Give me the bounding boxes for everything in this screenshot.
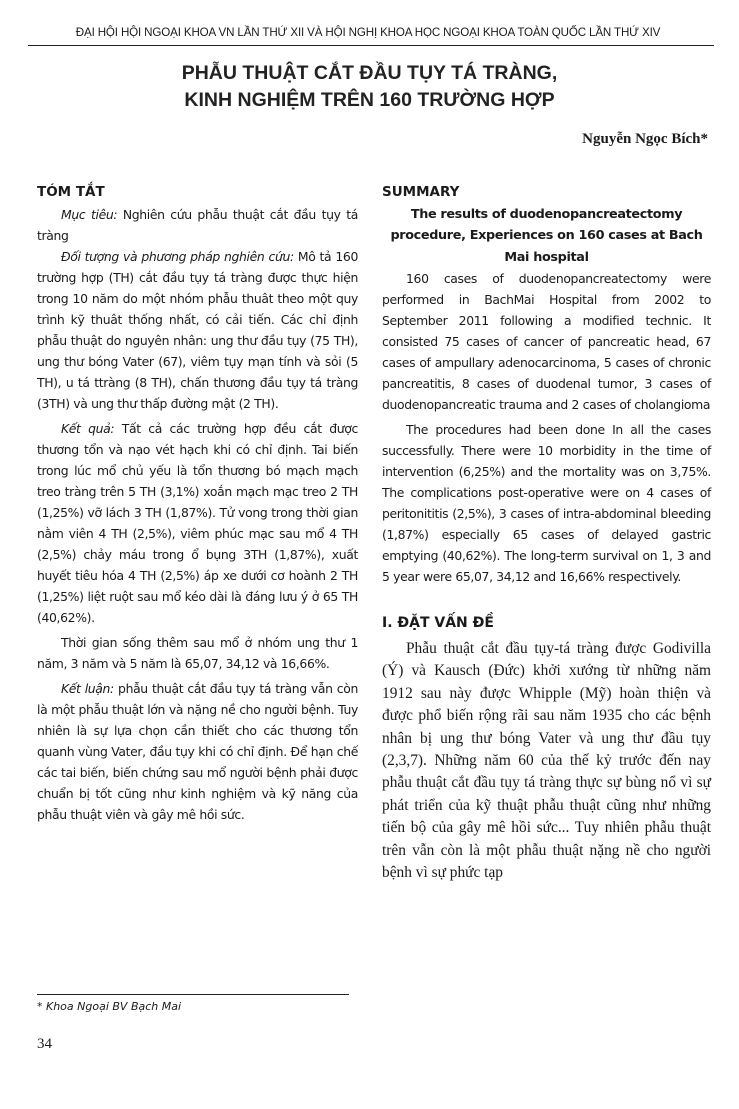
methods-paragraph <box>37 246 358 414</box>
title-line-2: KINH NGHIỆM TRÊN 160 TRƯỜNG HỢP <box>184 89 555 111</box>
methods-label: Đối tượng và phương pháp nghiên cứu: <box>61 249 294 264</box>
objective-label: Mục tiêu: <box>61 207 118 222</box>
results-text: Tất cả các trường hợp đều cắt được thương tổn và nạo vét hạch khi có chỉ định. Tai biến trong lúc mổ chủ yếu là tổn thương bó mạch mạch treo tràng trên 5 TH (3,1%) xoắn mạch mạc treo 2 TH (1,25%) vỡ lách 3 TH (1,87%). Tử vong trong thời gian nằm viên 4 TH (2,5%), viêm phúc mạc sau mổ 4 TH (2,5%) chảy máu trong ổ bụng 3TH (1,87%), xuất huyết tiêu hóa 4 TH (2,5%) áp xe dưới cơ hoành 2 TH (1,25%) liệt ruột sau mổ kéo dài là đáng lưu ý ở 65 TH (40,62%). <box>37 421 358 625</box>
footnote: * Khoa Ngoại BV Bạch Mai <box>37 1000 182 1013</box>
objective-text: Nghiên cứu phẫu thuật cắt đầu tụy tá tràng <box>37 207 358 243</box>
summary-subtitle: The results of duodenopancreatectomy procedure, Experiences on 160 cases at Bach Mai hospital <box>390 207 703 265</box>
results-paragraph <box>37 418 358 628</box>
methods-text: Mô tả 160 trường hợp (TH) cắt đầu tụy tá tràng được thực hiện trong 10 năm do một nhóm phẫu thuât theo một quy trình kỹ thuât thống nhất, có cải tiến. Các chỉ định phẫu thuật do nguyên nhân: ung thư đầu tụy (75 TH), ung thư bóng Vater (67), viêm tụy mạn tính và sỏi (5 TH), u tá ttràng (8 TH), chấn thương đầu tụy tá tràng (3TH) và ung thư thấp đường mật (2 TH). <box>37 249 358 411</box>
objective-paragraph <box>37 204 358 246</box>
summary-english <box>382 182 711 884</box>
section-heading: I. ĐẶT VẤN ĐỀ <box>382 614 494 631</box>
summary-heading: SUMMARY <box>382 184 460 200</box>
title-line-1: PHẪU THUẬT CẮT ĐẦU TỤY TÁ TRÀNG, <box>181 62 558 84</box>
conclusion-label: Kết luận: <box>61 681 114 696</box>
abstract-vietnamese <box>37 182 358 825</box>
author: Nguyễn Ngọc Bích* <box>582 131 708 147</box>
paper-title <box>0 60 739 114</box>
conclusion-text: phẫu thuật cắt đầu tụy tá tràng vẫn còn là một phẫu thuật lớn và nặng nề cho người bệnh. Tuy nhiên là sự lựa chọn cần thiết cho các thương tổn quanh vùng Vater, đầu tụy khi có chỉ định. Để hạn chế các tai biến, biến chứng sau mổ người bệnh phải được chuẩn bị tốt cũng như kinh nghiệm và kỹ năng của phẫu thuật viên và gây mê hồi sức. <box>37 681 358 822</box>
results-label: Kết quả: <box>61 421 115 436</box>
survival-paragraph: Thời gian sống thêm sau mổ ở nhóm ung thư 1 năm, 3 năm và 5 năm là 65,07, 34,12 và 16,66%. <box>37 635 358 671</box>
summary-paragraph-1: 160 cases of duodenopancreatectomy were performed in BachMai Hospital from 2002 to September 2011 following a modified technic. It consisted 75 cases of cancer of pancreatic head, 67 cases of ampullary adenocarcinoma, 5 cases of chronic pancreatitis, 8 cases of duodenal tumor, 3 cases of duodenopancreatic trauma and 2 cases of cholangioma <box>382 270 711 412</box>
running-header: ĐẠI HỘI HỘI NGOẠI KHOA VN LẦN THỨ XII VÀ HỘI NGHỊ KHOA HỌC NGOẠI KHOA TOÀN QUỐC LẦN THỨ XIV <box>75 26 661 39</box>
abstract-heading: TÓM TẮT <box>37 184 105 200</box>
section-paragraph: Phẫu thuật cắt đầu tụy-tá tràng được Godivilla (Ý) và Kausch (Đức) khởi xướng từ những năm 1912 sau này được Whipple (Mỹ) hoàn thiện và được phổ biến rộng rãi sau năm 1935 cho các bệnh nhân bị ung thư bóng Vater và ung thư đầu tụy (2,3,7). Những năm 60 của thế kỷ trước đến nay phẫu thuật cắt đầu tụy tá tràng thực sự bùng nổ vì sự phát triển của kỹ thuật phẫu thuật cũng như những tiến bộ của gây mê hồi sức... Tuy nhiên phẫu thuật trên vẫn còn là một phẫu thuật nặng nề cho người bệnh vì sự phức tạp <box>382 639 711 881</box>
page-number: 34 <box>37 1036 52 1052</box>
footnote-rule <box>37 994 349 995</box>
header-rule <box>28 45 714 46</box>
summary-paragraph-2: The procedures had been done In all the cases successfully. There were 10 morbidity in the time of intervention (6,25%) and the mortality was on 3,75%. The complications post-operative were on 4 cases of peritonititis (2,5%), 3 cases of intra-abdominal bleeding (1,87%) especially 65 cases of delayed gastric emptying (40,62%). The long-term survival on 1, 3 and 5 year were 65,07, 34,12 and 16,66% respectively. <box>382 421 711 584</box>
conclusion-paragraph <box>37 678 358 825</box>
